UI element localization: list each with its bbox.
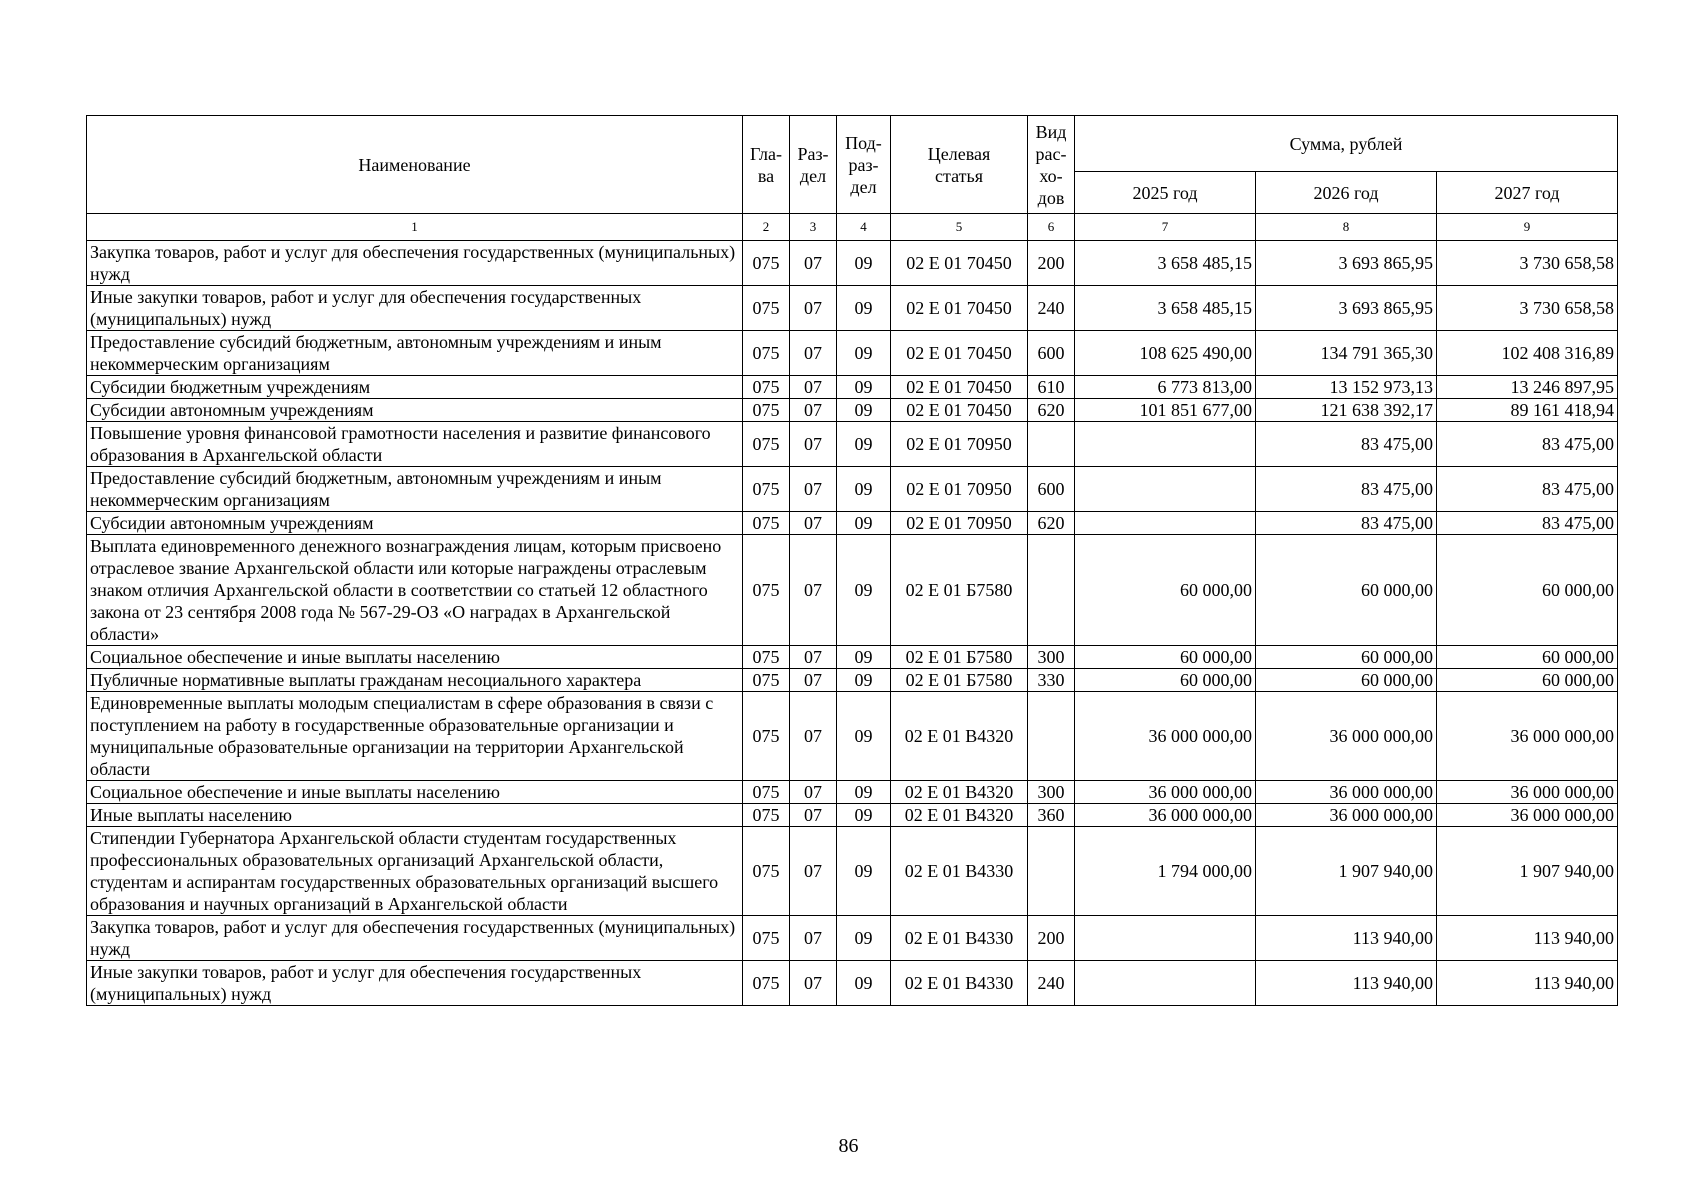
table-row (87, 422, 1618, 467)
table-row (87, 916, 1618, 961)
cell-vid: 330 (1028, 669, 1075, 692)
page-number: 86 (838, 1135, 859, 1157)
cell-podrazdel: 09 (837, 961, 891, 1006)
cell-sum-2026: 3 693 865,95 (1256, 286, 1437, 331)
table-row (87, 399, 1618, 422)
cell-glava: 075 (743, 399, 790, 422)
cell-glava: 075 (743, 669, 790, 692)
cell-sum-2027: 83 475,00 (1437, 422, 1618, 467)
cell-name: Субсидии автономным учреждениям (87, 399, 743, 422)
cell-glava: 075 (743, 331, 790, 376)
cell-sum-2027: 113 940,00 (1437, 961, 1618, 1006)
column-number: 8 (1256, 214, 1437, 241)
cell-glava: 075 (743, 961, 790, 1006)
cell-podrazdel: 09 (837, 535, 891, 646)
header-name: Наименование (87, 116, 743, 214)
cell-sum-2026: 113 940,00 (1256, 961, 1437, 1006)
cell-vid: 200 (1028, 916, 1075, 961)
cell-sum-2025 (1075, 422, 1256, 467)
cell-sum-2025 (1075, 512, 1256, 535)
cell-vid (1028, 692, 1075, 781)
cell-razdel: 07 (790, 535, 837, 646)
cell-sum-2025: 60 000,00 (1075, 535, 1256, 646)
cell-podrazdel: 09 (837, 467, 891, 512)
cell-podrazdel: 09 (837, 286, 891, 331)
cell-podrazdel: 09 (837, 512, 891, 535)
cell-sum-2027: 36 000 000,00 (1437, 692, 1618, 781)
cell-razdel: 07 (790, 512, 837, 535)
cell-sum-2025: 36 000 000,00 (1075, 692, 1256, 781)
cell-target: 02 Е 01 Б7580 (891, 535, 1028, 646)
cell-glava: 075 (743, 916, 790, 961)
table-row (87, 286, 1618, 331)
column-number: 9 (1437, 214, 1618, 241)
cell-sum-2025 (1075, 916, 1256, 961)
cell-razdel: 07 (790, 692, 837, 781)
table-row (87, 535, 1618, 646)
cell-sum-2026: 83 475,00 (1256, 512, 1437, 535)
cell-name: Единовременные выплаты молодым специалистам в сфере образования в связи с поступлением на работу в государственные образовательные организации и муниципальные образовательные организации на территории Архангельской области (87, 692, 743, 781)
header-razdel: Раз- дел (790, 116, 837, 214)
header-year-2026: 2026 год (1256, 172, 1437, 214)
cell-name: Субсидии автономным учреждениям (87, 512, 743, 535)
column-number: 6 (1028, 214, 1075, 241)
cell-vid: 620 (1028, 399, 1075, 422)
cell-glava: 075 (743, 512, 790, 535)
cell-name: Иные выплаты населению (87, 804, 743, 827)
cell-target: 02 Е 01 70450 (891, 286, 1028, 331)
cell-podrazdel: 09 (837, 376, 891, 399)
cell-razdel: 07 (790, 399, 837, 422)
table-row (87, 512, 1618, 535)
column-number: 3 (790, 214, 837, 241)
cell-glava: 075 (743, 422, 790, 467)
cell-razdel: 07 (790, 376, 837, 399)
cell-sum-2026: 60 000,00 (1256, 669, 1437, 692)
header-podrazdel: Под- раз- дел (837, 116, 891, 214)
cell-name: Выплата единовременного денежного вознаграждения лицам, которым присвоено отраслевое звание Архангельской области или которые награждены отраслевым знаком отличия Архангельской области в соответствии со статьей 12 областного закона от 23 сентября 2008 года № 567-29-ОЗ «О наградах в Архангельской области» (87, 535, 743, 646)
cell-vid: 600 (1028, 331, 1075, 376)
cell-sum-2025: 60 000,00 (1075, 646, 1256, 669)
cell-sum-2026: 36 000 000,00 (1256, 804, 1437, 827)
cell-target: 02 Е 01 В4330 (891, 827, 1028, 916)
cell-sum-2026: 60 000,00 (1256, 535, 1437, 646)
cell-podrazdel: 09 (837, 827, 891, 916)
header-glava: Гла- ва (743, 116, 790, 214)
cell-sum-2025 (1075, 961, 1256, 1006)
cell-name: Иные закупки товаров, работ и услуг для обеспечения государственных (муниципальных) нужд (87, 286, 743, 331)
cell-vid: 600 (1028, 467, 1075, 512)
cell-vid: 240 (1028, 961, 1075, 1006)
cell-target: 02 Е 01 В4320 (891, 692, 1028, 781)
table-row (87, 804, 1618, 827)
cell-glava: 075 (743, 804, 790, 827)
cell-name: Предоставление субсидий бюджетным, автономным учреждениям и иным некоммерческим организациям (87, 331, 743, 376)
cell-sum-2025 (1075, 467, 1256, 512)
cell-sum-2026: 13 152 973,13 (1256, 376, 1437, 399)
cell-podrazdel: 09 (837, 646, 891, 669)
cell-razdel: 07 (790, 669, 837, 692)
cell-podrazdel: 09 (837, 399, 891, 422)
cell-razdel: 07 (790, 781, 837, 804)
cell-target: 02 Е 01 Б7580 (891, 669, 1028, 692)
cell-sum-2027: 113 940,00 (1437, 916, 1618, 961)
cell-sum-2027: 13 246 897,95 (1437, 376, 1618, 399)
cell-sum-2027: 60 000,00 (1437, 535, 1618, 646)
cell-name: Закупка товаров, работ и услуг для обеспечения государственных (муниципальных) нужд (87, 916, 743, 961)
cell-name: Субсидии бюджетным учреждениям (87, 376, 743, 399)
cell-razdel: 07 (790, 422, 837, 467)
table-row (87, 781, 1618, 804)
table-row (87, 331, 1618, 376)
table-row (87, 827, 1618, 916)
cell-sum-2025: 3 658 485,15 (1075, 241, 1256, 286)
cell-podrazdel: 09 (837, 422, 891, 467)
cell-name: Публичные нормативные выплаты гражданам несоциального характера (87, 669, 743, 692)
cell-podrazdel: 09 (837, 331, 891, 376)
cell-name: Иные закупки товаров, работ и услуг для обеспечения государственных (муниципальных) нужд (87, 961, 743, 1006)
cell-glava: 075 (743, 376, 790, 399)
cell-target: 02 Е 01 Б7580 (891, 646, 1028, 669)
cell-podrazdel: 09 (837, 241, 891, 286)
cell-podrazdel: 09 (837, 669, 891, 692)
cell-sum-2027: 3 730 658,58 (1437, 241, 1618, 286)
cell-glava: 075 (743, 781, 790, 804)
cell-sum-2026: 36 000 000,00 (1256, 692, 1437, 781)
cell-razdel: 07 (790, 331, 837, 376)
table-row (87, 467, 1618, 512)
header-sum: Сумма, рублей (1075, 116, 1618, 172)
cell-glava: 075 (743, 535, 790, 646)
cell-vid (1028, 535, 1075, 646)
header-year-2025: 2025 год (1075, 172, 1256, 214)
cell-sum-2027: 3 730 658,58 (1437, 286, 1618, 331)
cell-target: 02 Е 01 70950 (891, 467, 1028, 512)
column-number: 7 (1075, 214, 1256, 241)
cell-sum-2027: 89 161 418,94 (1437, 399, 1618, 422)
table-row (87, 376, 1618, 399)
column-number: 1 (87, 214, 743, 241)
cell-target: 02 Е 01 70950 (891, 512, 1028, 535)
cell-sum-2026: 121 638 392,17 (1256, 399, 1437, 422)
cell-sum-2025: 1 794 000,00 (1075, 827, 1256, 916)
header-target: Целевая статья (891, 116, 1028, 214)
cell-razdel: 07 (790, 286, 837, 331)
cell-target: 02 Е 01 70450 (891, 376, 1028, 399)
cell-vid: 360 (1028, 804, 1075, 827)
column-number: 5 (891, 214, 1028, 241)
column-number: 2 (743, 214, 790, 241)
cell-vid: 610 (1028, 376, 1075, 399)
cell-vid: 200 (1028, 241, 1075, 286)
cell-name: Социальное обеспечение и иные выплаты населению (87, 646, 743, 669)
cell-sum-2025: 60 000,00 (1075, 669, 1256, 692)
cell-sum-2027: 60 000,00 (1437, 646, 1618, 669)
cell-sum-2027: 36 000 000,00 (1437, 804, 1618, 827)
cell-glava: 075 (743, 692, 790, 781)
cell-name: Повышение уровня финансовой грамотности населения и развитие финансового образования в Архангельской области (87, 422, 743, 467)
budget-table (86, 115, 1618, 1006)
table-row (87, 241, 1618, 286)
cell-podrazdel: 09 (837, 916, 891, 961)
cell-target: 02 Е 01 70950 (891, 422, 1028, 467)
cell-sum-2026: 3 693 865,95 (1256, 241, 1437, 286)
header-year-2027: 2027 год (1437, 172, 1618, 214)
cell-razdel: 07 (790, 241, 837, 286)
cell-vid (1028, 422, 1075, 467)
cell-name: Социальное обеспечение и иные выплаты населению (87, 781, 743, 804)
cell-sum-2025: 36 000 000,00 (1075, 804, 1256, 827)
cell-sum-2025: 36 000 000,00 (1075, 781, 1256, 804)
cell-vid (1028, 827, 1075, 916)
cell-sum-2026: 83 475,00 (1256, 422, 1437, 467)
column-numbers-row (87, 214, 1618, 241)
cell-podrazdel: 09 (837, 781, 891, 804)
cell-target: 02 Е 01 В4320 (891, 781, 1028, 804)
cell-vid: 620 (1028, 512, 1075, 535)
cell-sum-2026: 1 907 940,00 (1256, 827, 1437, 916)
cell-sum-2026: 134 791 365,30 (1256, 331, 1437, 376)
table-row (87, 692, 1618, 781)
cell-sum-2027: 60 000,00 (1437, 669, 1618, 692)
cell-razdel: 07 (790, 827, 837, 916)
cell-sum-2027: 36 000 000,00 (1437, 781, 1618, 804)
table-row (87, 961, 1618, 1006)
cell-target: 02 Е 01 В4320 (891, 804, 1028, 827)
cell-podrazdel: 09 (837, 804, 891, 827)
table-body (87, 241, 1618, 1006)
cell-sum-2026: 36 000 000,00 (1256, 781, 1437, 804)
cell-glava: 075 (743, 646, 790, 669)
cell-target: 02 Е 01 70450 (891, 399, 1028, 422)
table-row (87, 669, 1618, 692)
cell-sum-2027: 83 475,00 (1437, 467, 1618, 512)
header-row (87, 116, 1618, 172)
cell-sum-2025: 3 658 485,15 (1075, 286, 1256, 331)
table-row (87, 646, 1618, 669)
cell-razdel: 07 (790, 467, 837, 512)
cell-sum-2025: 108 625 490,00 (1075, 331, 1256, 376)
cell-sum-2026: 113 940,00 (1256, 916, 1437, 961)
cell-sum-2027: 1 907 940,00 (1437, 827, 1618, 916)
cell-name: Предоставление субсидий бюджетным, автономным учреждениям и иным некоммерческим организациям (87, 467, 743, 512)
cell-target: 02 Е 01 В4330 (891, 916, 1028, 961)
cell-razdel: 07 (790, 804, 837, 827)
cell-glava: 075 (743, 827, 790, 916)
cell-glava: 075 (743, 467, 790, 512)
cell-razdel: 07 (790, 961, 837, 1006)
cell-vid: 300 (1028, 646, 1075, 669)
cell-sum-2027: 102 408 316,89 (1437, 331, 1618, 376)
cell-sum-2027: 83 475,00 (1437, 512, 1618, 535)
cell-razdel: 07 (790, 646, 837, 669)
cell-target: 02 Е 01 70450 (891, 331, 1028, 376)
cell-vid: 300 (1028, 781, 1075, 804)
cell-glava: 075 (743, 286, 790, 331)
cell-podrazdel: 09 (837, 692, 891, 781)
cell-sum-2026: 83 475,00 (1256, 467, 1437, 512)
cell-name: Стипендии Губернатора Архангельской области студентам государственных профессиональных образовательных организаций Архангельской области, студентам и аспирантам государственных образовательных организаций высшего образования и научных организаций в Архангельской области (87, 827, 743, 916)
cell-glava: 075 (743, 241, 790, 286)
header-vid: Вид рас- хо- дов (1028, 116, 1075, 214)
cell-sum-2025: 6 773 813,00 (1075, 376, 1256, 399)
cell-vid: 240 (1028, 286, 1075, 331)
cell-target: 02 Е 01 В4330 (891, 961, 1028, 1006)
cell-razdel: 07 (790, 916, 837, 961)
cell-sum-2025: 101 851 677,00 (1075, 399, 1256, 422)
cell-name: Закупка товаров, работ и услуг для обеспечения государственных (муниципальных) нужд (87, 241, 743, 286)
column-number: 4 (837, 214, 891, 241)
cell-target: 02 Е 01 70450 (891, 241, 1028, 286)
cell-sum-2026: 60 000,00 (1256, 646, 1437, 669)
